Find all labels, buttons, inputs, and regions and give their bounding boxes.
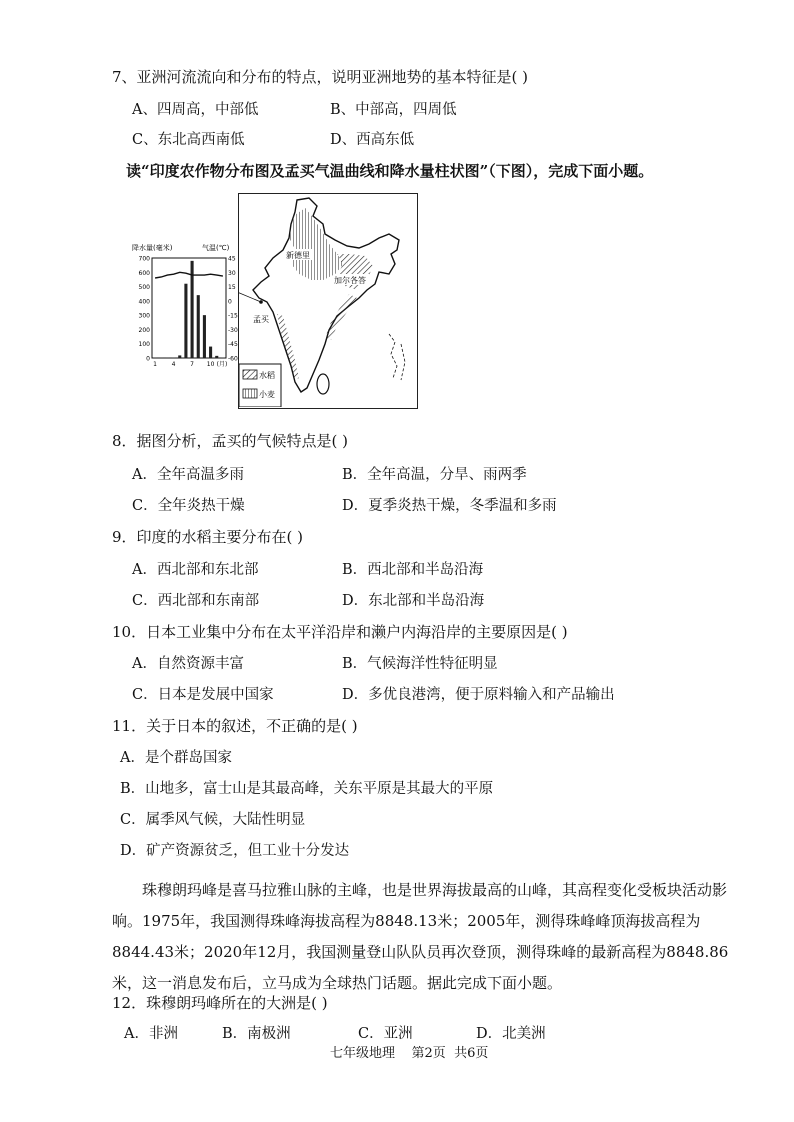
legend-wheat-label: 小麦 [259, 390, 275, 399]
legend-rice-label: 水稻 [259, 371, 275, 380]
q7-option-b: B、中部高，四周低 [330, 102, 457, 118]
q10-option-c: C．日本是发展中国家 [132, 687, 274, 703]
left-tick-label: 200 [138, 326, 150, 334]
chart-plot-area [139, 256, 238, 369]
q11-option-a: A．是个群岛国家 [120, 750, 232, 766]
q9-option-b: B．西北部和半岛沿海 [342, 562, 484, 578]
precipitation-bar [197, 295, 200, 358]
q12-stem: 12．珠穆朗玛峰所在的大洲是( ) [112, 994, 328, 1012]
mumbai-label: 孟买 [253, 315, 269, 324]
right-tick-label: 0 [228, 298, 232, 306]
q9-option-a: A．西北部和东北部 [132, 562, 259, 578]
precipitation-bar [215, 356, 218, 358]
q9-option-d: D．东北部和半岛沿海 [342, 593, 485, 609]
q10-option-d: D．多优良港湾，便于原料输入和产品输出 [342, 687, 615, 703]
right-tick-label: 30 [228, 269, 236, 277]
q7-stem: 7、亚洲河流流向和分布的特点，说明亚洲地势的基本特征是( ) [112, 68, 529, 86]
q11-stem: 11．关于日本的叙述，不正确的是( ) [112, 717, 358, 735]
figure-intro: 读“印度农作物分布图及孟买气温曲线和降水量柱状图”（下图），完成下面小题。 [126, 162, 654, 180]
left-tick-label: 400 [138, 298, 150, 306]
q8-option-b: B．全年高温，分旱、雨两季 [342, 467, 527, 483]
x-tick-label: 10 [206, 361, 215, 368]
delhi-label: 新德里 [286, 251, 310, 260]
q10-stem: 10．日本工业集中分布在太平洋沿岸和濑户内海沿岸的主要原因是( ) [112, 623, 568, 641]
left-tick-label: 300 [138, 312, 150, 320]
q9-stem: 9．印度的水稻主要分布在( ) [112, 528, 304, 546]
page-footer: 七年级地理 第2页 共6页 [330, 1046, 489, 1061]
q8-stem: 8．据图分析，孟买的气候特点是( ) [112, 432, 349, 450]
q8-option-c: C．全年炎热干燥 [132, 498, 245, 514]
q7-option-d: D、西高东低 [330, 132, 415, 148]
right-tick-label: -60 [228, 355, 238, 363]
precipitation-bar [178, 355, 181, 358]
x-tick-label: (月) [216, 361, 228, 368]
india-outline [253, 198, 399, 392]
mumbai-climate-chart [130, 240, 242, 370]
legend-wheat-swatch [243, 389, 257, 398]
right-tick-label: -45 [228, 341, 238, 349]
kolkata-label: 加尔各答 [334, 276, 366, 285]
legend-rice-swatch [243, 370, 257, 379]
right-tick-label: 15 [228, 284, 236, 292]
x-tick-label: 4 [171, 361, 176, 368]
temperature-line [155, 272, 223, 278]
left-tick-label: 500 [138, 284, 150, 292]
q12-option-a: A．非洲 [124, 1026, 178, 1042]
q8-option-a: A．全年高温多雨 [132, 467, 244, 483]
right-tick-label: 45 [228, 255, 236, 263]
left-tick-label: 600 [138, 269, 150, 277]
q12-option-c: C．亚洲 [358, 1026, 413, 1042]
q12-option-b: B．南极洲 [222, 1026, 291, 1042]
india-map-svg [239, 194, 416, 407]
right-tick-label: -30 [228, 326, 238, 334]
left-tick-label: 700 [138, 255, 150, 263]
q11-option-b: B．山地多，富士山是其最高峰，关东平原是其最大的平原 [120, 781, 494, 797]
dashed-line [389, 334, 397, 378]
precipitation-bar [203, 315, 206, 358]
left-tick-label: 100 [138, 341, 150, 349]
chart-frame [152, 258, 226, 358]
q12-option-d: D．北美洲 [476, 1026, 546, 1042]
left-axis-title: 降水量(毫米) [132, 244, 173, 252]
q11-option-d: D．矿产资源贫乏，但工业十分发达 [120, 843, 350, 859]
everest-passage: 珠穆朗玛峰是喜马拉雅山脉的主峰，也是世界海拔最高的山峰，其高程变化受板块活动影响。1975年，我国测得珠峰海拔高程为8848.13米；2005年，测得珠峰峰顶海拔高程为8844.43米；2020年12月，我国测量登山队队员再次登顶，测得珠峰的最新高程为8848.86米，这一消息发布后，立马成为全球热门话题。据此完成下面小题。 [112, 881, 729, 992]
x-tick-label: 7 [190, 361, 194, 368]
left-tick-label: 0 [146, 355, 150, 363]
q10-option-b: B．气候海洋性特征明显 [342, 656, 498, 672]
q9-option-c: C．西北部和东南部 [132, 593, 260, 609]
q10-option-a: A．自然资源丰富 [132, 656, 244, 672]
precipitation-bar [184, 284, 187, 358]
dashed-line [401, 344, 405, 380]
right-axis-title: 气温(℃) [202, 244, 230, 252]
q11-option-c: C．属季风气候，大陆性明显 [120, 812, 306, 828]
india-crop-map [238, 193, 418, 409]
x-tick-label: 1 [153, 361, 157, 368]
q7-option-c: C、东北高西南低 [132, 132, 245, 148]
right-tick-label: -15 [228, 312, 238, 320]
climate-chart-svg [130, 240, 242, 370]
sri-lanka-island [317, 374, 329, 394]
precipitation-bar [209, 347, 212, 358]
q7-option-a: A、四周高，中部低 [132, 102, 259, 118]
q8-option-d: D．夏季炎热干燥，冬季温和多雨 [342, 498, 557, 514]
